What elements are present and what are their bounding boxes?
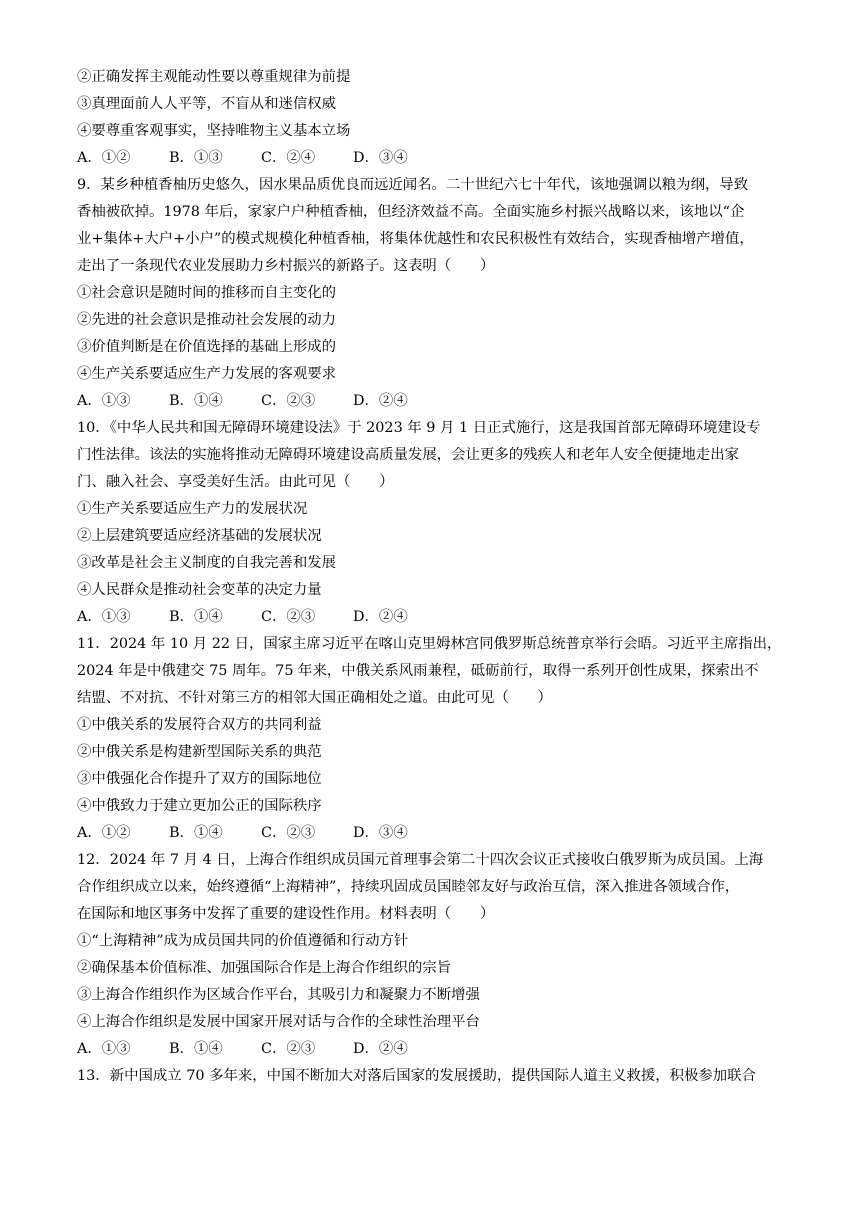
question-stem-line: 11．2024 年 10 月 22 日，国家主席习近平在喀山克里姆林宫同俄罗斯总统普京举行会晤。习近平主席指出， [77,636,782,652]
question-stem-line: 门性法律。该法的实施将推动无障碍环境建设高质量发展，会让更多的残疾人和老年人安全便捷地走出家 [77,447,739,463]
choice-item: ①社会意识是随时间的推移而自主变化的 [77,285,337,301]
option-b[interactable]: B．①④ [169,1041,223,1057]
choice-item: ①生产关系要适应生产力的发展状况 [77,501,308,517]
option-a[interactable]: A．①② [77,825,131,841]
option-b[interactable]: B．①④ [169,393,223,409]
option-c[interactable]: C．②④ [261,150,316,166]
option-a[interactable]: A．①③ [77,1041,131,1057]
choice-item: ③价值判断是在价值选择的基础上形成的 [77,339,337,355]
option-a[interactable]: A．①③ [77,393,131,409]
option-c[interactable]: C．②③ [261,393,316,409]
question-stem-line: 13．新中国成立 70 多年来，中国不断加大对落后国家的发展援助，提供国际人道主义救援，积极参加联合 [77,1068,756,1084]
choice-item: ②中俄关系是构建新型国际关系的典范 [77,744,322,760]
answer-options [77,604,785,631]
option-d[interactable]: D．③④ [353,150,408,166]
option-d[interactable]: D．②④ [353,393,408,409]
question-8-tail [77,64,785,172]
question-stem-line: 结盟、不对抗、不针对第三方的相邻大国正确相处之道。由此可见（ ） [77,690,552,706]
question-stem-line: 合作组织成立以来，始终遵循“上海精神”，持续巩固成员国睦邻友好与政治互信，深入推进各领域合作， [77,879,740,895]
question-stem-line: 在国际和地区事务中发挥了重要的建设性作用。材料表明（ ） [77,906,495,922]
choice-item: ④生产关系要适应生产力发展的客观要求 [77,366,337,382]
choice-item: ①中俄关系的发展符合双方的共同利益 [77,717,322,733]
choice-item: ②上层建筑要适应经济基础的发展状况 [77,528,322,544]
question-stem-line: 香柚被砍掉。1978 年后，家家户户种植香柚，但经济效益不高。全面实施乡村振兴战略以来，该地以“企 [77,204,745,220]
answer-options [77,1036,785,1063]
option-c[interactable]: C．②③ [261,609,316,625]
option-b[interactable]: B．①③ [169,150,223,166]
choice-item: ②先进的社会意识是推动社会发展的动力 [77,312,337,328]
option-d[interactable]: D．②④ [353,1041,408,1057]
option-c[interactable]: C．②③ [261,825,316,841]
choice-item: ②确保基本价值标准、加强国际合作是上海合作组织的宗旨 [77,960,452,976]
choice-item: ③改革是社会主义制度的自我完善和发展 [77,555,337,571]
choice-item: ①“上海精神”成为成员国共同的价值遵循和行动方针 [77,933,409,949]
choice-item: ④上海合作组织是发展中国家开展对话与合作的全球性治理平台 [77,1014,480,1030]
question-stem-line: 业+集体+大户+小户”的模式规模化种植香柚，将集体优越性和农民积极性有效结合，实现香柚增产增值， [77,231,754,247]
question-stem-line: 9．某乡种植香柚历史悠久，因水果品质优良而远近闻名。二十世纪六七十年代，该地强调以粮为纲，导致 [77,177,749,193]
question-10 [77,415,785,631]
choice-item: ③中俄强化合作提升了双方的国际地位 [77,771,322,787]
answer-options [77,820,785,847]
answer-options [77,388,785,415]
option-a[interactable]: A．①② [77,150,131,166]
page-content [77,64,785,1090]
question-13 [77,1063,785,1090]
question-stem-line: 门、融入社会、享受美好生活。由此可见（ ） [77,474,394,490]
option-b[interactable]: B．①④ [169,609,223,625]
question-12 [77,847,785,1063]
question-11 [77,631,785,847]
choice-item: ④人民群众是推动社会变革的决定力量 [77,582,322,598]
option-b[interactable]: B．①④ [169,825,223,841]
choice-item: ③上海合作组织作为区域合作平台，其吸引力和凝聚力不断增强 [77,987,480,1003]
option-d[interactable]: D．②④ [353,609,408,625]
choice-item: ④要尊重客观事实，坚持唯物主义基本立场 [77,123,351,139]
question-9 [77,172,785,415]
choice-item: ③真理面前人人平等，不盲从和迷信权威 [77,96,337,112]
answer-options [77,145,785,172]
option-a[interactable]: A．①③ [77,609,131,625]
question-stem-line: 2024 年是中俄建交 75 周年。75 年来，中俄关系风雨兼程，砥砺前行，取得一系列开创性成果，探索出不 [77,663,759,679]
question-stem-line: 10．《中华人民共和国无障碍环境建设法》于 2023 年 9 月 1 日正式施行，这是我国首部无障碍环境建设专 [77,420,761,436]
question-stem-line: 12．2024 年 7 月 4 日，上海合作组织成员国元首理事会第二十四次会议正式接收白俄罗斯为成员国。上海 [77,852,764,868]
option-d[interactable]: D．③④ [353,825,408,841]
option-c[interactable]: C．②③ [261,1041,316,1057]
choice-item: ④中俄致力于建立更加公正的国际秩序 [77,798,322,814]
choice-item: ②正确发挥主观能动性要以尊重规律为前提 [77,69,351,85]
question-stem-line: 走出了一条现代农业发展助力乡村振兴的新路子。这表明（ ） [77,258,495,274]
